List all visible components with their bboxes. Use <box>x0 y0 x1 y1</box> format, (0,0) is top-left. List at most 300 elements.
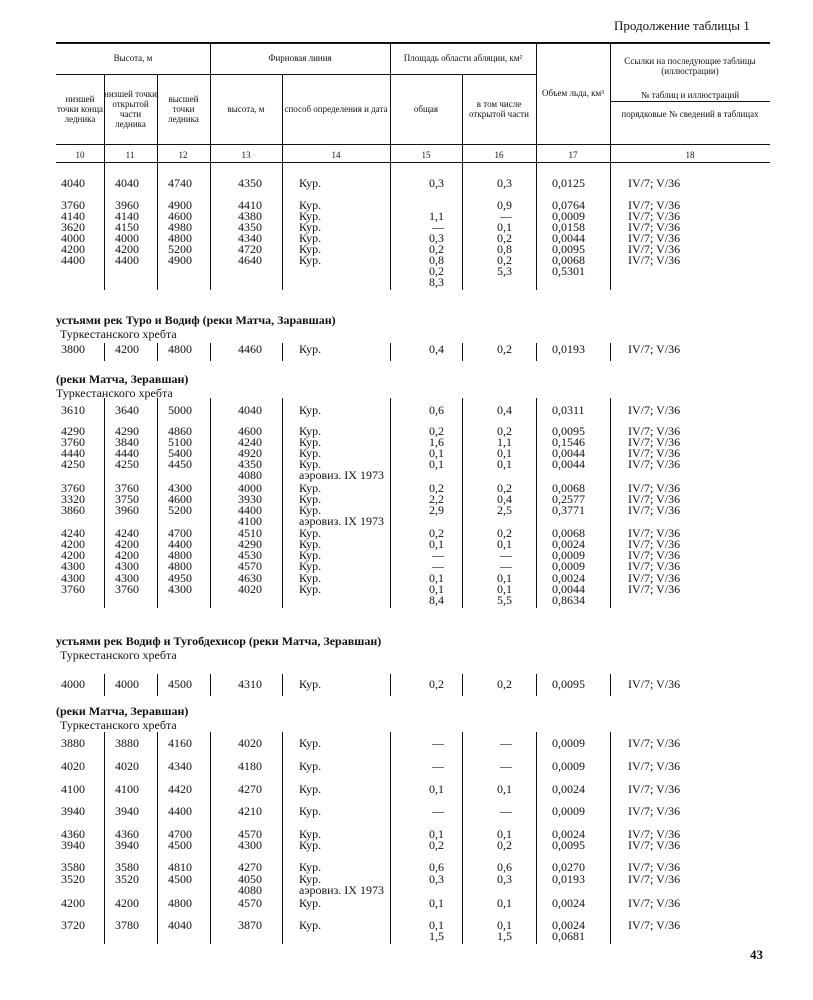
table-cell: 4290 <box>238 537 262 551</box>
table-cell: 4800 <box>168 896 192 910</box>
table-cell: Кур. <box>299 571 322 585</box>
table-cell: Кур. <box>299 736 322 750</box>
table-cell: Кур. <box>299 804 322 818</box>
table-row <box>0 898 813 909</box>
table-cell: 4350 <box>238 176 262 190</box>
table-cell: 0,6 <box>429 403 444 417</box>
table-cell: 0,1 <box>429 782 444 796</box>
table-cell: 4300 <box>238 838 262 852</box>
header-group-ablation: Площадь области абляции, км² <box>403 53 523 63</box>
table-cell: 0,6 <box>497 860 512 874</box>
table-cell: 0,1 <box>429 896 444 910</box>
table-cell: 4700 <box>168 827 192 841</box>
table-cell: 0,8 <box>497 242 512 256</box>
table-cell: 4270 <box>238 782 262 796</box>
table-cell: 4530 <box>238 548 262 562</box>
table-cell: Кур. <box>299 209 322 223</box>
section-subtitle: Туркестанского хребта <box>60 648 177 662</box>
table-cell: Кур. <box>299 872 322 886</box>
table-cell: IV/7; V/36 <box>628 571 681 585</box>
table-cell: 0,1 <box>497 220 512 234</box>
table-cell: 0,2 <box>429 481 444 495</box>
table-cell: Кур. <box>299 457 322 471</box>
column-number: 10 <box>75 150 85 160</box>
table-cell: 4570 <box>238 896 262 910</box>
table-cell: 4410 <box>238 198 262 212</box>
table-cell: 1,5 <box>429 929 444 943</box>
table-cell: Кур. <box>299 446 322 460</box>
table-cell: IV/7; V/36 <box>628 582 681 596</box>
table-cell: 0,0009 <box>552 804 585 818</box>
table-cell: 5000 <box>168 403 192 417</box>
table-cell: 0,3 <box>497 176 512 190</box>
table-cell: Кур. <box>299 782 322 796</box>
table-cell: Кур. <box>299 342 322 356</box>
table-cell: IV/7; V/36 <box>628 403 681 417</box>
header-col12: высшей точки ледника <box>168 94 199 124</box>
table-cell: 4360 <box>115 827 139 841</box>
table-cell: IV/7; V/36 <box>628 537 681 551</box>
section-subtitle: Туркестанского хребта <box>60 327 177 341</box>
table-cell: Кур. <box>299 677 322 691</box>
table-cell: Кур. <box>299 492 322 506</box>
table-cell: 0,1 <box>497 446 512 460</box>
table-cell: 4300 <box>115 559 139 573</box>
table-cell: 4020 <box>238 582 262 596</box>
table-cell: — <box>432 220 444 234</box>
table-cell: Кур. <box>299 253 322 267</box>
table-cell: 0,2 <box>429 677 444 691</box>
table-cell: 4300 <box>115 571 139 585</box>
table-cell: 4400 <box>115 253 139 267</box>
table-cell: IV/7; V/36 <box>628 198 681 212</box>
table-cell: 4210 <box>238 804 262 818</box>
table-cell: 3800 <box>61 342 85 356</box>
table-cell: 4500 <box>168 838 192 852</box>
table-cell: 4340 <box>238 231 262 245</box>
header-col10: низшей точки конца ледника <box>56 94 104 124</box>
table-cell: 4200 <box>115 537 139 551</box>
table-cell: 4510 <box>238 526 262 540</box>
table-cell: IV/7; V/36 <box>628 559 681 573</box>
table-cell: 4440 <box>61 446 85 460</box>
table-cell: 3860 <box>61 503 85 517</box>
table-cell: IV/7; V/36 <box>628 342 681 356</box>
column-number: 13 <box>241 150 251 160</box>
table-cell: IV/7; V/36 <box>628 872 681 886</box>
header-col17: Объем льда, км³ <box>542 88 604 98</box>
table-cell: 0,1 <box>429 827 444 841</box>
table-cell: 0,0024 <box>552 782 585 796</box>
table-cell: 0,0068 <box>552 526 585 540</box>
table-cell: Кур. <box>299 537 322 551</box>
table-cell: 4810 <box>168 860 192 874</box>
table-cell: 4000 <box>115 677 139 691</box>
table-cell: 3750 <box>115 492 139 506</box>
table-cell: 4020 <box>61 759 85 773</box>
table-cell: 4860 <box>168 424 192 438</box>
table-cell: IV/7; V/36 <box>628 435 681 449</box>
table-cell: 0,0068 <box>552 253 585 267</box>
table-cell: 0,0044 <box>552 457 585 471</box>
table-cell: 0,1 <box>429 571 444 585</box>
table-cell: — <box>500 548 512 562</box>
table-cell: 4300 <box>61 559 85 573</box>
table-cell: IV/7; V/36 <box>628 220 681 234</box>
header-col16: в том числе открытой части <box>469 99 529 119</box>
table-cell: 0,3 <box>429 176 444 190</box>
table-cell: 1,5 <box>497 929 512 943</box>
table-cell: 3760 <box>61 481 85 495</box>
page-header-title: Продолжение таблицы 1 <box>614 18 750 33</box>
table-row <box>0 784 813 795</box>
table-cell: 4400 <box>61 253 85 267</box>
table-cell: 4340 <box>168 759 192 773</box>
table-cell: 0,8 <box>429 253 444 267</box>
table-cell: 1,1 <box>497 435 512 449</box>
table-cell: 0,3 <box>497 872 512 886</box>
table-cell: 1,1 <box>429 209 444 223</box>
table-cell: 4800 <box>168 231 192 245</box>
section-title: (реки Матча, Зеравшан) <box>56 372 189 386</box>
table-cell: IV/7; V/36 <box>628 242 681 256</box>
table-cell: 0,4 <box>497 403 512 417</box>
table-cell: 4050 <box>238 872 262 886</box>
table-cell: 4440 <box>115 446 139 460</box>
table-cell: 4450 <box>168 457 192 471</box>
column-number: 14 <box>331 150 341 160</box>
table-cell: 4350 <box>238 220 262 234</box>
table-cell: 3760 <box>115 582 139 596</box>
table-cell: 0,1 <box>497 918 512 932</box>
table-cell: 4160 <box>168 736 192 750</box>
table-cell: 4290 <box>61 424 85 438</box>
table-cell: 3960 <box>115 198 139 212</box>
table-cell: 5200 <box>168 503 192 517</box>
header-bottom-rule <box>56 144 770 145</box>
table-cell: 4300 <box>61 571 85 585</box>
table-cell: 4200 <box>115 896 139 910</box>
table-cell: 4040 <box>115 176 139 190</box>
table-cell: IV/7; V/36 <box>628 548 681 562</box>
table-cell: 0,1 <box>497 896 512 910</box>
header-col18-mid: № таблиц и иллюстраций <box>640 89 740 100</box>
table-cell: 0,2 <box>497 424 512 438</box>
table-cell: 0,0009 <box>552 736 585 750</box>
table-cell: Кур. <box>299 198 322 212</box>
table-cell: — <box>432 559 444 573</box>
table-cell: Кур. <box>299 481 322 495</box>
table-cell: 3930 <box>238 492 262 506</box>
table-cell: — <box>432 804 444 818</box>
table-row <box>0 679 813 690</box>
table-cell: 4200 <box>115 342 139 356</box>
table-cell: 4900 <box>168 198 192 212</box>
table-cell: 0,2 <box>429 526 444 540</box>
table-cell: 1,6 <box>429 435 444 449</box>
table-cell: Кур. <box>299 827 322 841</box>
table-cell: IV/7; V/36 <box>628 782 681 796</box>
table-cell: 0,0009 <box>552 548 585 562</box>
table-cell: 5200 <box>168 242 192 256</box>
table-cell: 4250 <box>61 457 85 471</box>
table-cell: 0,2 <box>429 424 444 438</box>
table-cell: 4400 <box>238 503 262 517</box>
table-cell: Кур. <box>299 918 322 932</box>
table-cell: 4000 <box>115 231 139 245</box>
column-number: 15 <box>421 150 431 160</box>
header-col18-top: Ссылки на последующие таблицы (иллюстрации) <box>624 56 756 76</box>
table-cell: Кур. <box>299 242 322 256</box>
table-cell: 4380 <box>238 209 262 223</box>
table-cell: Кур. <box>299 559 322 573</box>
table-cell: 4920 <box>238 446 262 460</box>
table-cell: 4270 <box>238 860 262 874</box>
table-cell: 0,1 <box>429 537 444 551</box>
table-cell: 4500 <box>168 677 192 691</box>
table-cell: 3620 <box>61 220 85 234</box>
table-cell: 0,2 <box>497 838 512 852</box>
table-cell: Кур. <box>299 896 322 910</box>
table-cell: Кур. <box>299 838 322 852</box>
table-cell: Кур. <box>299 526 322 540</box>
table-cell: IV/7; V/36 <box>628 424 681 438</box>
table-cell: 4100 <box>61 782 85 796</box>
table-cell: 3940 <box>115 838 139 852</box>
table-cell: 4600 <box>238 424 262 438</box>
header-group-height: Высота, м <box>113 53 153 63</box>
table-cell: 4570 <box>238 559 262 573</box>
table-cell: IV/7; V/36 <box>628 736 681 750</box>
table-cell: аэровиз. IX 1973 <box>299 514 384 528</box>
table-cell: 0,2 <box>429 242 444 256</box>
table-row <box>0 470 813 481</box>
table-cell: 4360 <box>61 827 85 841</box>
table-cell: 0,1 <box>497 582 512 596</box>
table-cell: 4140 <box>61 209 85 223</box>
table-cell: 0,3771 <box>552 503 585 517</box>
table-cell: IV/7; V/36 <box>628 176 681 190</box>
table-cell: 4100 <box>238 514 262 528</box>
table-cell: 0,0044 <box>552 582 585 596</box>
table-cell: 4640 <box>238 253 262 267</box>
column-number: 16 <box>494 150 504 160</box>
table-cell: 0,0044 <box>552 231 585 245</box>
table-cell: аэровиз. IX 1973 <box>299 883 384 897</box>
table-cell: 0,0009 <box>552 759 585 773</box>
table-cell: 4950 <box>168 571 192 585</box>
table-cell: 0,0125 <box>552 176 585 190</box>
table-cell: 0,0024 <box>552 827 585 841</box>
table-cell: 4140 <box>115 209 139 223</box>
table-cell: 3610 <box>61 403 85 417</box>
table-cell: 0,0095 <box>552 424 585 438</box>
table-cell: 4420 <box>168 782 192 796</box>
table-cell: 4000 <box>61 231 85 245</box>
table-cell: IV/7; V/36 <box>628 918 681 932</box>
table-cell: 0,0024 <box>552 896 585 910</box>
table-cell: IV/7; V/36 <box>628 827 681 841</box>
table-cell: — <box>432 759 444 773</box>
table-cell: 0,4 <box>429 342 444 356</box>
table-cell: 3870 <box>238 918 262 932</box>
table-cell: 4800 <box>168 342 192 356</box>
table-cell: 0,3 <box>429 872 444 886</box>
table-cell: Кур. <box>299 503 322 517</box>
header-group-rule <box>56 74 536 75</box>
table-cell: 3940 <box>61 804 85 818</box>
table-cell: 4300 <box>168 582 192 596</box>
table-cell: 0,0764 <box>552 198 585 212</box>
table-cell: 0,1 <box>429 446 444 460</box>
table-cell: 3840 <box>115 435 139 449</box>
table-cell: IV/7; V/36 <box>628 860 681 874</box>
table-cell: 4200 <box>61 537 85 551</box>
table-row <box>0 840 813 851</box>
table-cell: 0,1 <box>429 918 444 932</box>
table-cell: Кур. <box>299 176 322 190</box>
table-cell: Кур. <box>299 759 322 773</box>
table-cell: 0,2 <box>429 838 444 852</box>
table-cell: 4040 <box>168 918 192 932</box>
table-cell: 3520 <box>115 872 139 886</box>
table-cell: 4240 <box>115 526 139 540</box>
table-cell: 5100 <box>168 435 192 449</box>
table-row <box>0 595 813 606</box>
column-number: 17 <box>568 150 578 160</box>
table-cell: — <box>500 804 512 818</box>
header-col13: высота, м <box>227 104 265 114</box>
table-cell: 0,1 <box>497 782 512 796</box>
table-cell: — <box>432 736 444 750</box>
table-cell: 0,2 <box>497 677 512 691</box>
table-row <box>0 255 813 266</box>
table-cell: 0,0193 <box>552 342 585 356</box>
table-cell: 4040 <box>238 403 262 417</box>
table-cell: 4200 <box>115 242 139 256</box>
table-cell: 2,9 <box>429 503 444 517</box>
table-cell: 4310 <box>238 677 262 691</box>
table-cell: IV/7; V/36 <box>628 457 681 471</box>
table-cell: 4180 <box>238 759 262 773</box>
section-subtitle: Туркестанского хребта <box>60 718 177 732</box>
table-cell: 4460 <box>238 342 262 356</box>
table-row <box>0 920 813 931</box>
table-cell: 4200 <box>61 242 85 256</box>
table-cell: 3880 <box>61 736 85 750</box>
table-cell: 0,2 <box>497 481 512 495</box>
table-cell: — <box>500 209 512 223</box>
table-cell: 0,1546 <box>552 435 585 449</box>
table-cell: — <box>500 759 512 773</box>
header-group-firn: Фирновая линия <box>268 53 332 63</box>
table-cell: 0,5301 <box>552 264 585 278</box>
table-cell: IV/7; V/36 <box>628 759 681 773</box>
table-cell: 4200 <box>61 896 85 910</box>
table-cell: 3760 <box>115 481 139 495</box>
table-cell: 4900 <box>168 253 192 267</box>
table-cell: 3580 <box>61 860 85 874</box>
table-cell: 4630 <box>238 571 262 585</box>
table-cell: 4500 <box>168 872 192 886</box>
table-cell: 0,8634 <box>552 593 585 607</box>
table-cell: 3640 <box>115 403 139 417</box>
table-cell: 8,3 <box>429 275 444 289</box>
table-cell: 4100 <box>115 782 139 796</box>
table-cell: 0,2577 <box>552 492 585 506</box>
table-row <box>0 738 813 749</box>
table-cell: 8,4 <box>429 593 444 607</box>
table-cell: 4250 <box>115 457 139 471</box>
table-cell: 0,0095 <box>552 838 585 852</box>
table-cell: 4570 <box>238 827 262 841</box>
table-row <box>0 266 813 277</box>
table-cell: 3880 <box>115 736 139 750</box>
table-cell: 4300 <box>168 481 192 495</box>
section-subtitle: Туркестанского хребта <box>56 386 173 400</box>
table-cell: 0,1 <box>429 582 444 596</box>
table-cell: 4980 <box>168 220 192 234</box>
table-cell: аэровиз. IX 1973 <box>299 468 384 482</box>
header-col15: общая <box>413 104 439 114</box>
table-cell: IV/7; V/36 <box>628 253 681 267</box>
table-cell: 0,0024 <box>552 537 585 551</box>
table-row <box>0 885 813 896</box>
table-cell: 4020 <box>238 736 262 750</box>
table-cell: IV/7; V/36 <box>628 896 681 910</box>
table-cell: — <box>500 736 512 750</box>
table-cell: 4400 <box>168 804 192 818</box>
table-cell: 4240 <box>61 526 85 540</box>
table-cell: Кур. <box>299 435 322 449</box>
table-cell: Кур. <box>299 582 322 596</box>
table-cell: 3760 <box>61 582 85 596</box>
table-cell: Кур. <box>299 231 322 245</box>
table-cell: 0,9 <box>497 198 512 212</box>
table-cell: IV/7; V/36 <box>628 492 681 506</box>
section-title: (реки Матча, Зеравшан) <box>56 704 189 718</box>
table-cell: 0,0270 <box>552 860 585 874</box>
table-cell: 3760 <box>61 435 85 449</box>
table-cell: 0,2 <box>497 231 512 245</box>
table-cell: 0,0311 <box>552 403 585 417</box>
table-cell: 4400 <box>168 537 192 551</box>
header-col14: способ определения и дата <box>284 104 388 114</box>
table-cell: 0,0095 <box>552 242 585 256</box>
table-cell: 3720 <box>61 918 85 932</box>
table-cell: IV/7; V/36 <box>628 677 681 691</box>
table-row <box>0 874 813 885</box>
table-cell: 4800 <box>168 559 192 573</box>
section-title: устьями рек Водиф и Тугобдехисор (реки Матча, Зеравшан) <box>56 634 382 648</box>
table-cell: 0,1 <box>497 537 512 551</box>
table-cell: 4800 <box>168 548 192 562</box>
table-cell: 4600 <box>168 209 192 223</box>
table-cell: 3940 <box>61 838 85 852</box>
table-cell: IV/7; V/36 <box>628 503 681 517</box>
table-cell: 4150 <box>115 220 139 234</box>
table-cell: IV/7; V/36 <box>628 526 681 540</box>
table-cell: 0,1 <box>497 571 512 585</box>
table-cell: 4700 <box>168 526 192 540</box>
table-row <box>0 277 813 288</box>
table-cell: Кур. <box>299 860 322 874</box>
column-number: 11 <box>125 150 135 160</box>
table-row <box>0 344 813 355</box>
table-cell: 0,2 <box>497 253 512 267</box>
table-cell: 4020 <box>115 759 139 773</box>
table-row <box>0 178 813 189</box>
